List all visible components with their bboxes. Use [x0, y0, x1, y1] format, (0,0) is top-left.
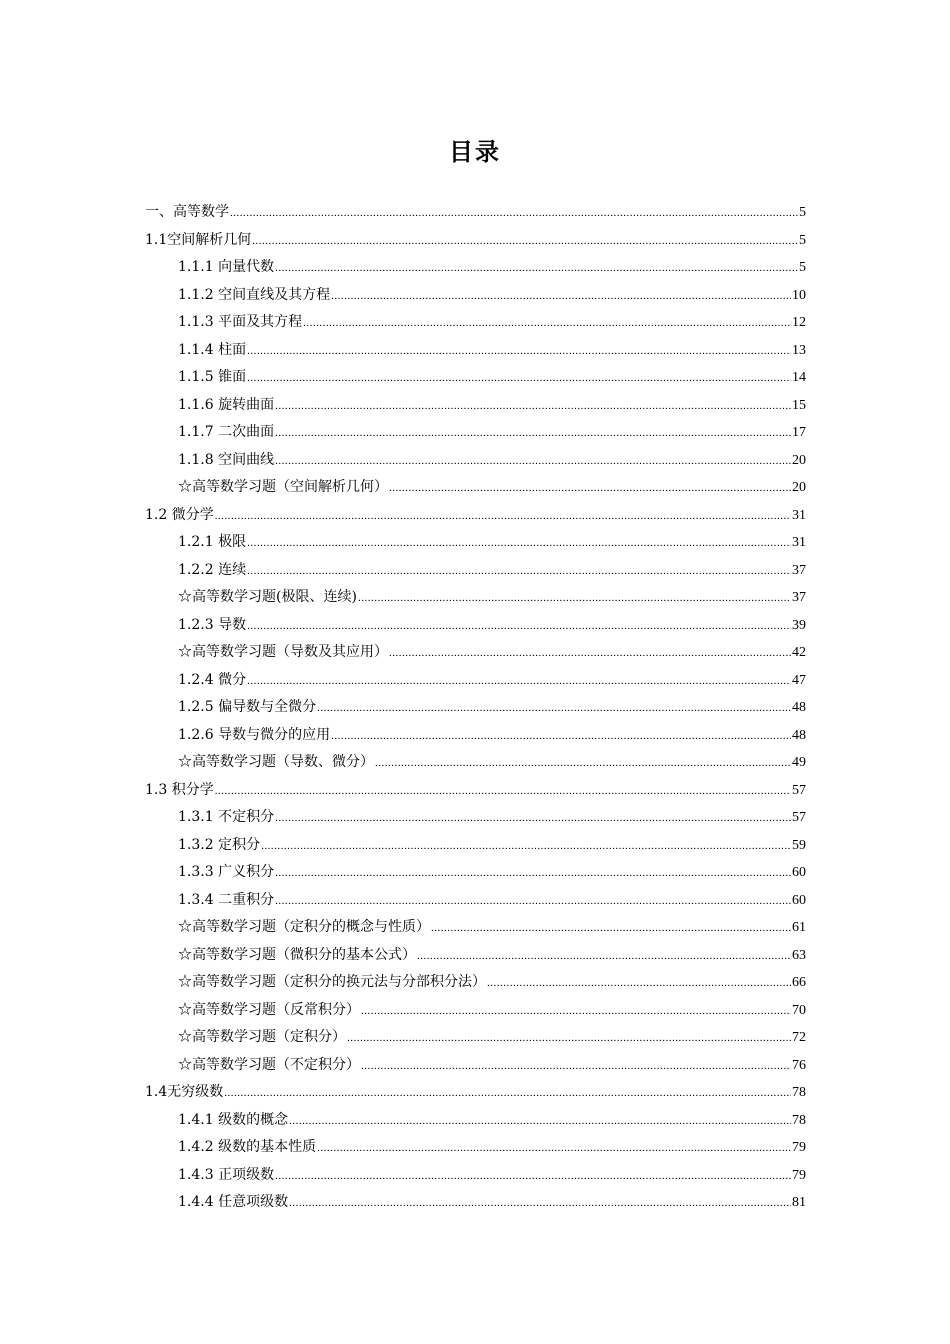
- toc-entry[interactable]: [145, 667, 806, 695]
- toc-dot-leader: [215, 778, 791, 806]
- toc-entry[interactable]: [145, 722, 806, 750]
- toc-dot-leader: [247, 530, 791, 558]
- toc-entry[interactable]: [145, 199, 806, 227]
- toc-dot-leader: [247, 668, 791, 696]
- toc-entry-page-number: 59: [792, 837, 806, 853]
- toc-entry-page-number: 5: [799, 205, 806, 220]
- toc-entry-page-number: 72: [792, 1030, 806, 1045]
- toc-entry-page-number: 20: [792, 452, 806, 468]
- toc-entry[interactable]: [145, 309, 806, 337]
- toc-entry-label: 1.4.2 级数的基本性质: [178, 1139, 317, 1155]
- toc-dot-leader: [289, 1108, 791, 1136]
- toc-entry-page-number: 31: [792, 535, 806, 550]
- toc-entry-label: 1.2.3 导数: [178, 616, 247, 633]
- toc-entry-page-number: 5: [799, 260, 806, 275]
- toc-entry-page-number: 79: [792, 1140, 806, 1155]
- toc-entry-label: 一、高等数学: [145, 204, 229, 220]
- toc-entry-label: 1.4.1 级数的概念: [178, 1111, 289, 1128]
- toc-entry[interactable]: [145, 447, 806, 475]
- toc-entry[interactable]: [145, 254, 806, 282]
- toc-entry-label: 1.1.2 空间直线及其方程: [178, 286, 331, 303]
- toc-dot-leader: [275, 888, 791, 916]
- toc-entry-label: 1.1.3 平面及其方程: [178, 314, 303, 330]
- toc-entry-page-number: 57: [792, 782, 806, 798]
- toc-dot-leader: [389, 640, 791, 668]
- toc-entry-page-number: 14: [792, 370, 806, 385]
- toc-entry-label: 1.3.2 定积分: [178, 836, 261, 853]
- toc-entry-page-number: 47: [792, 672, 806, 688]
- toc-entry[interactable]: [145, 1024, 806, 1052]
- toc-entry-label: ☆高等数学习题（微积分的基本公式）: [178, 946, 416, 963]
- toc-entry-page-number: 76: [792, 1057, 806, 1073]
- toc-dot-leader: [275, 255, 798, 283]
- toc-entry[interactable]: [145, 942, 806, 970]
- toc-entry[interactable]: [145, 859, 806, 887]
- toc-entry[interactable]: [145, 392, 806, 420]
- toc-entry[interactable]: [145, 832, 806, 860]
- toc-entry[interactable]: [145, 1107, 806, 1135]
- toc-dot-leader: [275, 420, 791, 448]
- toc-entry-page-number: 10: [792, 287, 806, 303]
- toc-entry[interactable]: [145, 887, 806, 915]
- toc-entry-page-number: 37: [792, 590, 806, 605]
- toc-entry[interactable]: [145, 694, 806, 722]
- toc-entry[interactable]: [145, 804, 806, 832]
- toc-entry[interactable]: [145, 612, 806, 640]
- toc-entry-label: 1.2 微分学: [145, 506, 214, 523]
- toc-dot-leader: [289, 1190, 791, 1218]
- toc-entry-label: ☆高等数学习题（反常积分）: [178, 1001, 360, 1018]
- toc-entry[interactable]: [145, 914, 806, 942]
- toc-entry-page-number: 12: [792, 315, 806, 330]
- toc-dot-leader: [215, 503, 791, 531]
- toc-dot-leader: [247, 613, 791, 641]
- toc-entry-label: 1.4无穷级数: [145, 1084, 224, 1100]
- toc-dot-leader: [361, 998, 791, 1026]
- toc-dot-leader: [303, 310, 791, 338]
- toc-entry-page-number: 70: [792, 1002, 806, 1018]
- toc-entry-page-number: 20: [792, 480, 806, 495]
- toc-entry-label: 1.2.4 微分: [178, 671, 247, 688]
- toc-entry-label: ☆高等数学习题（导数及其应用）: [178, 644, 388, 660]
- toc-entry[interactable]: [145, 1162, 806, 1190]
- toc-entry[interactable]: [145, 1189, 806, 1217]
- toc-entry-page-number: 39: [792, 617, 806, 633]
- toc-entry-page-number: 60: [792, 892, 806, 908]
- toc-entry-label: ☆高等数学习题（定积分的换元法与分部积分法）: [178, 974, 486, 990]
- toc-entry[interactable]: [145, 777, 806, 805]
- toc-entry[interactable]: [145, 474, 806, 502]
- toc-entry[interactable]: [145, 1134, 806, 1162]
- toc-entry-page-number: 31: [792, 507, 806, 523]
- toc-entry-page-number: 60: [792, 865, 806, 880]
- toc-entry-page-number: 57: [792, 810, 806, 825]
- toc-entry-page-number: 63: [792, 947, 806, 963]
- toc-entry[interactable]: [145, 639, 806, 667]
- toc-entry[interactable]: [145, 282, 806, 310]
- toc-entry[interactable]: [145, 749, 806, 777]
- toc-dot-leader: [275, 1163, 791, 1191]
- toc-entry[interactable]: [145, 337, 806, 365]
- toc-entry[interactable]: [145, 1052, 806, 1080]
- toc-entry-label: ☆高等数学习题（定积分的概念与性质）: [178, 919, 430, 935]
- toc-entry[interactable]: [145, 1079, 806, 1107]
- table-of-contents: [145, 199, 806, 1217]
- toc-entry-page-number: 17: [792, 425, 806, 440]
- toc-dot-leader: [230, 200, 798, 228]
- toc-entry-label: 1.1空间解析几何: [145, 231, 252, 248]
- toc-entry-page-number: 15: [792, 397, 806, 413]
- toc-dot-leader: [358, 585, 791, 613]
- page-title: 目录: [449, 138, 501, 166]
- toc-entry-page-number: 81: [792, 1195, 806, 1210]
- toc-entry-label: ☆高等数学习题（不定积分）: [178, 1056, 360, 1073]
- toc-dot-leader: [375, 750, 791, 778]
- toc-entry[interactable]: [145, 557, 806, 585]
- toc-entry[interactable]: [145, 502, 806, 530]
- toc-entry[interactable]: [145, 529, 806, 557]
- toc-dot-leader: [331, 283, 791, 311]
- toc-entry-page-number: 78: [792, 1085, 806, 1100]
- toc-dot-leader: [275, 393, 791, 421]
- toc-dot-leader: [389, 475, 791, 503]
- toc-entry-label: 1.2.6 导数与微分的应用: [178, 726, 331, 743]
- toc-entry-label: 1.3.4 二重积分: [178, 891, 275, 908]
- toc-entry-label: 1.1.6 旋转曲面: [178, 396, 275, 413]
- toc-entry-page-number: 37: [792, 562, 806, 578]
- toc-entry[interactable]: [145, 419, 806, 447]
- toc-entry-label: 1.3.1 不定积分: [178, 809, 275, 825]
- toc-entry-page-number: 48: [792, 700, 806, 715]
- toc-entry[interactable]: [145, 969, 806, 997]
- toc-entry[interactable]: [145, 584, 806, 612]
- toc-entry-label: ☆高等数学习题（定积分）: [178, 1029, 346, 1045]
- toc-dot-leader: [261, 833, 791, 861]
- toc-entry-label: 1.1.1 向量代数: [178, 259, 275, 275]
- toc-entry-label: 1.1.4 柱面: [178, 341, 247, 358]
- toc-dot-leader: [317, 695, 791, 723]
- toc-dot-leader: [361, 1053, 791, 1081]
- toc-entry-page-number: 79: [792, 1167, 806, 1183]
- toc-entry-page-number: 5: [799, 232, 806, 248]
- toc-dot-leader: [275, 448, 791, 476]
- toc-entry-page-number: 78: [792, 1112, 806, 1128]
- toc-entry[interactable]: [145, 364, 806, 392]
- toc-entry-page-number: 49: [792, 755, 806, 770]
- toc-entry-label: 1.2.5 偏导数与全微分: [178, 699, 317, 715]
- toc-entry-label: ☆高等数学习题（空间解析几何）: [178, 479, 388, 495]
- toc-entry-label: 1.3.3 广义积分: [178, 864, 275, 880]
- toc-entry-label: 1.4.3 正项级数: [178, 1166, 275, 1183]
- toc-entry-label: 1.3 积分学: [145, 781, 214, 798]
- toc-dot-leader: [224, 1080, 791, 1108]
- toc-dot-leader: [275, 805, 791, 833]
- toc-dot-leader: [431, 915, 791, 943]
- toc-dot-leader: [247, 558, 791, 586]
- toc-entry-label: 1.1.5 锥面: [178, 369, 247, 385]
- toc-dot-leader: [347, 1025, 791, 1053]
- toc-entry-page-number: 66: [792, 975, 806, 990]
- toc-dot-leader: [487, 970, 791, 998]
- toc-dot-leader: [247, 338, 791, 366]
- toc-entry-label: 1.1.8 空间曲线: [178, 451, 275, 468]
- toc-entry-page-number: 13: [792, 342, 806, 358]
- toc-entry[interactable]: [145, 997, 806, 1025]
- toc-dot-leader: [317, 1135, 791, 1163]
- toc-entry-label: 1.2.1 极限: [178, 534, 247, 550]
- toc-entry-page-number: 61: [792, 920, 806, 935]
- toc-dot-leader: [417, 943, 791, 971]
- toc-entry[interactable]: [145, 227, 806, 255]
- toc-entry-page-number: 42: [792, 645, 806, 660]
- toc-entry-label: 1.4.4 任意项级数: [178, 1194, 289, 1210]
- toc-entry-label: 1.1.7 二次曲面: [178, 424, 275, 440]
- toc-dot-leader: [331, 723, 791, 751]
- toc-dot-leader: [252, 228, 798, 256]
- toc-dot-leader: [275, 860, 791, 888]
- toc-entry-page-number: 48: [792, 727, 806, 743]
- toc-entry-label: ☆高等数学习题（导数、微分）: [178, 754, 374, 770]
- toc-entry-label: ☆高等数学习题(极限、连续): [178, 589, 357, 605]
- toc-entry-label: 1.2.2 连续: [178, 561, 247, 578]
- toc-dot-leader: [247, 365, 791, 393]
